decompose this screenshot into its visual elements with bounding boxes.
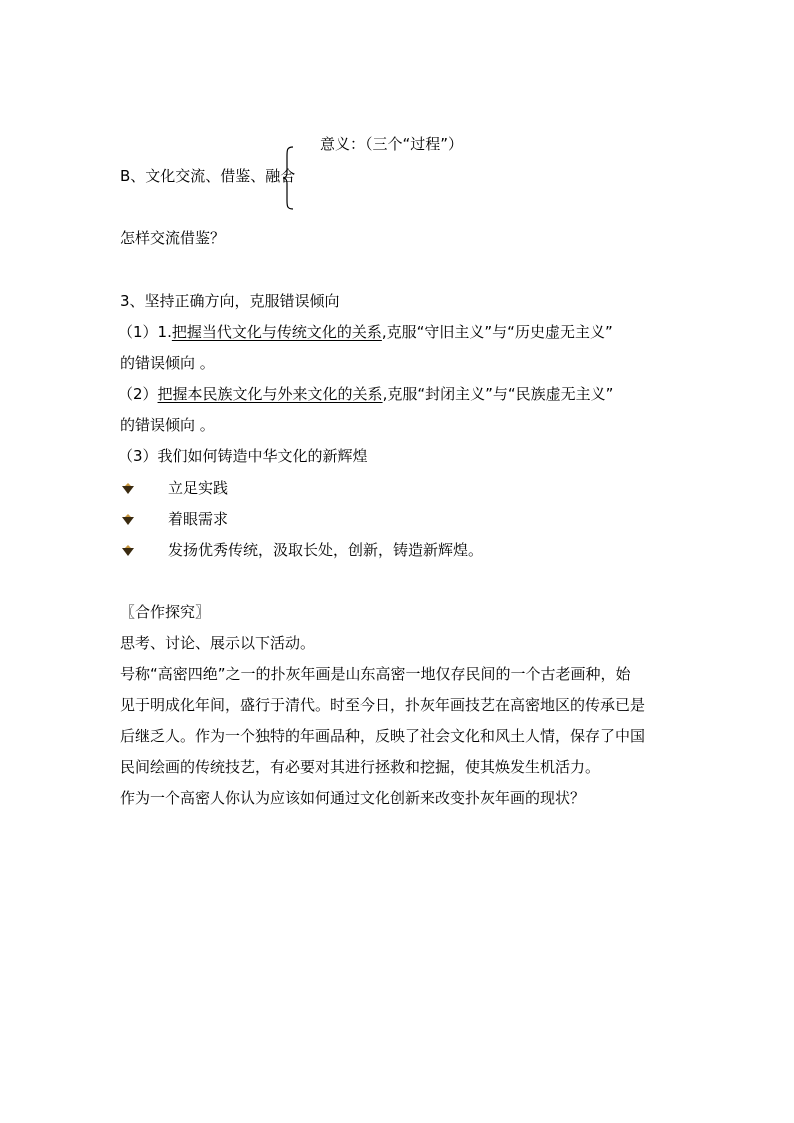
question-how: 怎样交流借鉴？ [120, 229, 226, 247]
item2-line1 [118, 384, 613, 404]
item2-line2: 的错误倾向 。 [120, 416, 215, 434]
diamond-bullet-icon [121, 483, 135, 495]
paragraph-line: 见于明成化年间，盛行于清代。时至今日，扑灰年画技艺在高密地区的传承已是 [120, 696, 646, 714]
item2-rest: ,克服“封闭主义”与“民族虚无主义” [382, 385, 614, 403]
diamond-bullet-icon [121, 514, 135, 526]
paragraph-line: 号称“高密四绝”之一的扑灰年画是山东高密一地仅存民间的一个古老画种，始 [120, 665, 631, 683]
cooperation-instruction: 思考、讨论、展示以下活动。 [120, 634, 316, 652]
meaning-label: 意义：（三个“过程”） [320, 135, 464, 153]
item2-prefix: （2） [118, 385, 158, 403]
paragraph-line: 后继乏人。作为一个独特的年画品种，反映了社会文化和风土人情，保存了中国 [120, 727, 646, 745]
section-b-title: B、文化交流、借鉴、融合 [120, 167, 296, 185]
item1-line2: 的错误倾向 。 [120, 354, 215, 372]
item1-line1 [118, 322, 613, 342]
paragraph-line: 民间绘画的传统技艺，有必要对其进行拯救和挖掘，使其焕发生机活力。 [120, 758, 601, 776]
bullet-item: 发扬优秀传统，汲取长处，创新，铸造新辉煌。 [168, 541, 484, 559]
item1-prefix: （1）1. [118, 323, 172, 341]
item3: （3）我们如何铸造中华文化的新辉煌 [118, 447, 368, 465]
diamond-bullet-icon [121, 545, 135, 557]
cooperation-question: 作为一个高密人你认为应该如何通过文化创新来改变扑灰年画的现状？ [120, 789, 586, 807]
item1-rest: ,克服“守旧主义”与“历史虚无主义” [381, 323, 613, 341]
item1-underlined: 把握当代文化与传统文化的关系 [171, 323, 382, 341]
bullet-item: 立足实践 [168, 479, 229, 497]
section3-heading: 3、坚持正确方向，克服错误倾向 [120, 292, 340, 310]
cooperation-heading: 〖合作探究〗 [120, 603, 211, 621]
item2-underlined: 把握本民族文化与外来文化的关系 [157, 385, 383, 403]
curly-brace-icon [282, 146, 294, 210]
bullet-item: 着眼需求 [168, 510, 229, 528]
